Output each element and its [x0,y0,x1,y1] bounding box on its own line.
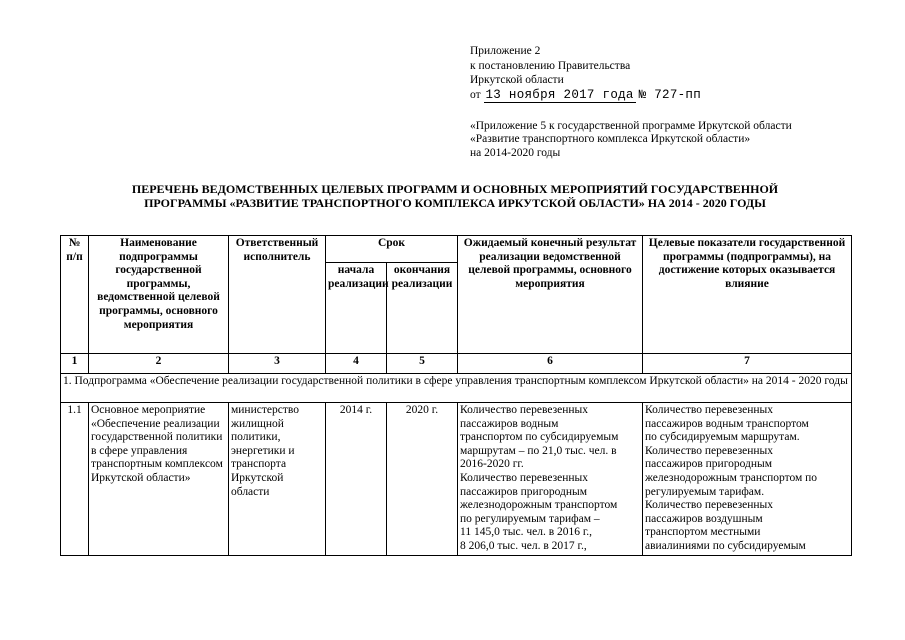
indicator-line: пассажиров воздушным [645,512,763,525]
result-line: по регулируемым тарифам – [460,512,600,525]
table-row [61,403,852,556]
indicator-line: пассажиров водным транспортом [645,417,809,430]
col-number: 2 [89,354,229,374]
row-start: 2014 г. [326,403,387,556]
reference-line-2: «Развитие транспортного комплекса Иркутской области» [470,133,751,146]
result-line: железнодорожным транспортом [460,499,618,512]
appendix-decree: к постановлению Правительства [470,59,631,72]
result-line: 8 206,0 тыс. чел. в 2017 г., [460,539,587,552]
row-result [458,403,643,556]
program-reference [470,120,792,160]
row-number: 1.1 [61,403,89,556]
appendix-title: Приложение 2 [470,45,541,57]
indicator-line: Количество перевезенных [645,444,774,457]
col-number: 6 [458,354,643,374]
indicator-line: Количество перевезенных [645,499,774,512]
indicator-line: по субсидируемым маршрутам. [645,431,800,444]
reference-line-3: на 2014-2020 годы [470,146,561,159]
result-line: пассажиров пригородным [460,485,588,498]
indicator-line: Количество перевезенных [645,404,774,416]
header-start: начала реализации [326,263,387,354]
date-prefix: от [470,88,481,101]
indicator-line: пассажиров пригородным [645,458,773,471]
reference-line-1: «Приложение 5 к государственной программе Иркутской области [470,120,792,132]
header-result: Ожидаемый конечный результат реализации ведомственной целевой программы, основного мероприятия [458,236,643,354]
row-executor: министерство жилищной политики, энергетики и транспорта Иркутской области [229,403,326,556]
title-line-1: ПЕРЕЧЕНЬ ВЕДОМСТВЕННЫХ ЦЕЛЕВЫХ ПРОГРАММ И ОСНОВНЫХ МЕРОПРИЯТИЙ ГОСУДАРСТВЕННОЙ [131,182,779,196]
title-line-2: ПРОГРАММЫ «РАЗВИТИЕ ТРАНСПОРТНОГО КОМПЛЕКСА ИРКУТСКОЙ ОБЛАСТИ» НА 2014 - 2020 ГОДЫ [144,196,766,210]
indicator-line: железнодорожным транспортом по [645,471,818,484]
programs-table [60,235,852,556]
indicator-line: авиалиниями по субсидируемым [645,539,806,552]
header-term: Срок [326,236,458,263]
header-indicators: Целевые показатели государственной программы (подпрограммы), на достижение которых оказывается влияние [643,236,852,354]
column-numbers-row [61,354,852,374]
indicator-line: регулируемым тарифам. [645,485,765,498]
col-number: 3 [229,354,326,374]
header-executor: Ответственный исполнитель [229,236,326,354]
header-row [61,236,852,263]
header-num: № п/п [61,236,89,354]
appendix-date-line [470,88,701,103]
col-number: 1 [61,354,89,374]
result-line: Количество перевезенных [460,471,589,484]
document-title [60,182,850,210]
result-line: маршрутам – по 21,0 тыс. чел. в [460,444,617,457]
col-number: 7 [643,354,852,374]
header-end: окончания реализации [387,263,458,354]
result-line: 11 145,0 тыс. чел. в 2016 г., [460,526,593,539]
result-line: 2016-2020 гг. [460,458,524,471]
col-number: 5 [387,354,458,374]
row-name: Основное мероприятие «Обеспечение реализации государственной политики в сфере управления транспортным комплексом Иркутской области» [89,403,229,556]
result-line: пассажиров водным [460,417,559,430]
decree-date: 13 ноября 2017 года [485,87,634,102]
header-name: Наименование подпрограммы государственной программы, ведомственной целевой программы, основного мероприятия [89,236,229,354]
appendix-region: Иркутской области [470,74,564,87]
decree-number: № 727-пп [638,87,702,102]
result-line: транспортом по субсидируемым [460,431,619,444]
indicator-line: транспортом местными [645,526,761,539]
row-end: 2020 г. [387,403,458,556]
appendix-header [470,44,701,102]
subprogram-title: 1. Подпрограмма «Обеспечение реализации государственной политики в сфере управления транспортным комплексом Иркутской области» на 2014 - 2020 годы [61,374,852,403]
subprogram-row [61,374,852,403]
row-indicators [643,403,852,556]
result-line: Количество перевезенных [460,404,589,416]
col-number: 4 [326,354,387,374]
